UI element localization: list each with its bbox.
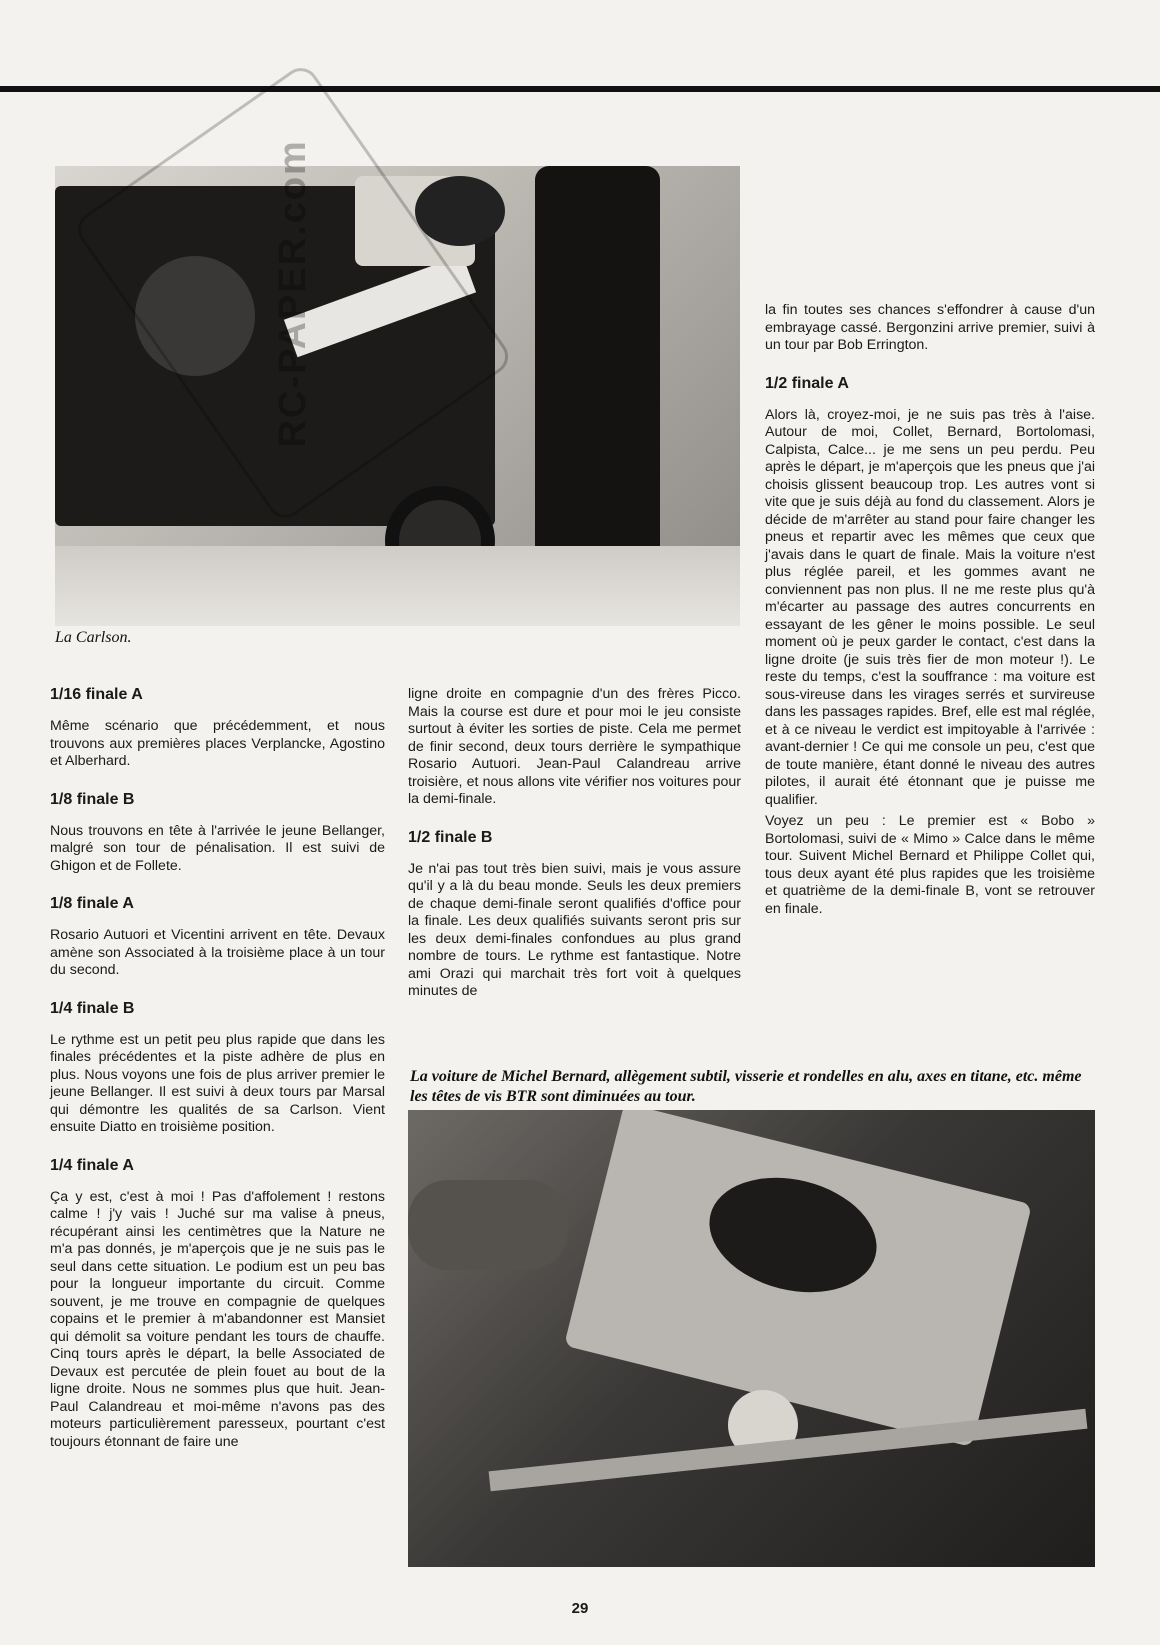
section-heading: 1/2 finale A <box>765 374 849 392</box>
paragraph: Même scénario que précédemment, et nous trouvons aux premières places Verplancke, Agostino et Alberhard. <box>50 718 385 769</box>
section-heading: 1/2 finale B <box>408 828 493 846</box>
page-number: 29 <box>571 1600 589 1617</box>
paragraph: Nous trouvons en tête à l'arrivée le jeune Bellanger, malgré son tour de pénalisation. Il est suivi de Ghigon et de Follete. <box>50 822 385 874</box>
paragraph: Le rythme est un petit peu plus rapide que dans les finales précédentes et la piste adhère de plus en plus. Nous voyons une fois de plus arriver premier le jeune Bellanger. Il est suivi à deux tours par Marsal qui démontre les qualités de sa Carlson. Vient ensuite Diatto en troisième position. <box>50 1031 385 1135</box>
column-3 <box>765 302 1095 930</box>
top-rule <box>0 86 1160 92</box>
paragraph: ligne droite en compagnie d'un des frères Picco. Mais la course est dure et pour moi le jeu consiste surtout à éviter les sorties de piste. Cela me permet de finir second, deux tours derrière le sympathique Rosario Autuori. Jean-Paul Calandreau arrive troisière, et nous allons vite vérifier nos voitures pour la demi-finale. <box>408 686 741 807</box>
paragraph: Je n'ai pas tout très bien suivi, mais je vous assure qu'il y a là du beau monde. Seuls les deux premiers de chaque demi-finale seront qualifiés d'office pour la finale. Les deux qualifiés suivants seront pris sur les deux demi-finales confondues au plus grand nombre de tours. Le rythme est fantastique. Notre ami Orazi qui marchait très fort voit à quelques minutes de <box>408 860 741 999</box>
section-heading: 1/8 finale B <box>50 790 135 808</box>
section-heading: 1/8 finale A <box>50 895 134 912</box>
photo2-caption: La voiture de Michel Bernard, allègement subtil, visserie et rondelles en alu, axes en titane, etc. même les têtes de vis BTR sont diminuées au tour. <box>410 1068 1082 1105</box>
photo-bernard-car <box>408 1110 1095 1567</box>
paragraph: Alors là, croyez-moi, je ne suis pas très à l'aise. Autour de moi, Collet, Bernard, Bortolomasi, Calpista, Calce... je me sens un peu perdu. Peu après le départ, je m'aperçois que les pneus que j'ai choisis glissent beaucoup trop. Les autres vont si vite que je suis déjà au fond du classement. Alors je décide de m'arrêter au stand pour faire changer les pneus et repartir avec les mêmes que ceux que j'avais dans le quart de finale. Mais la voiture n'est plus réglée pareil, et les gommes avant ne conviennent pas non plus. Il ne me reste plus qu'à m'écarter au passage des autres concurrents en essayant de les gêner le moins possible. Le seul moment où je peux garder le contact, c'est dans la ligne droite (je suis très fier de mon moteur !). Le reste du temps, c'est la souffrance : ma voiture est sous-vireuse dans les virages serrés et survireuse dans les passages rapides. Bref, elle est mal réglée, et à ce niveau le verdict est impitoyable à l'arrivée : avant-dernier ! Ce qui me console un peu, c'est que de toute manière, étant donné le niveau des autres pilotes, il aurait été étonnant que je puisse me qualifier. <box>765 406 1095 808</box>
paragraph: Voyez un peu : Le premier est « Bobo » Bortolomasi, suivi de « Mimo » Calce dans le même tour. Suivent Michel Bernard et Philippe Collet qui, tous deux ayant été plus rapides que les troisième et quatrième de la demi-finale B, vont se retrouver en finale. <box>765 813 1095 917</box>
section-heading: 1/4 finale B <box>50 999 135 1017</box>
paragraph: Ça y est, c'est à moi ! Pas d'affolement ! restons calme ! j'y vais ! Juché sur ma valise à pneus, récupérant ainsi les centimètres que la Nature ne m'a pas donnés, je m'aperçois que je ne suis pas le seul dans cette situation. Le podium est un peu bas pour la longueur importante du circuit. Comme souvent, je me trouve en compagnie de quelques copains et le premier à m'abandonner est Mansiet qui démolit sa voiture pendant les tours de chauffe. Cinq tours après le départ, la belle Associated de Devaux est percutée de plein fouet au bout de la ligne droite. Nous ne sommes plus que huit. Jean-Paul Calandreau et moi-même n'avons pas des moteurs particulièrement paresseux, pourtant c'est toujours étonnant de faire une <box>50 1188 385 1450</box>
table-surface <box>55 546 740 626</box>
section-heading: 1/4 finale A <box>50 1156 134 1174</box>
paragraph: Rosario Autuori et Vicentini arrivent en tête. Devaux amène son Associated à la troisième place à un tour du second. <box>50 927 385 978</box>
section-heading: 1/16 finale A <box>50 686 143 703</box>
column-1 <box>50 686 385 1463</box>
front-bumper <box>535 166 660 576</box>
wheel-top-shape <box>415 176 505 246</box>
column-2 <box>408 686 741 1013</box>
photo1-caption: La Carlson. <box>55 629 132 646</box>
paragraph: la fin toutes ses chances s'effondrer à cause d'un embrayage cassé. Bergonzini arrive premier, suivi à un tour par Bob Errington. <box>765 302 1095 353</box>
watermark-text: RC-PAPER.com <box>271 138 314 448</box>
wheel-left-shape <box>408 1180 568 1270</box>
